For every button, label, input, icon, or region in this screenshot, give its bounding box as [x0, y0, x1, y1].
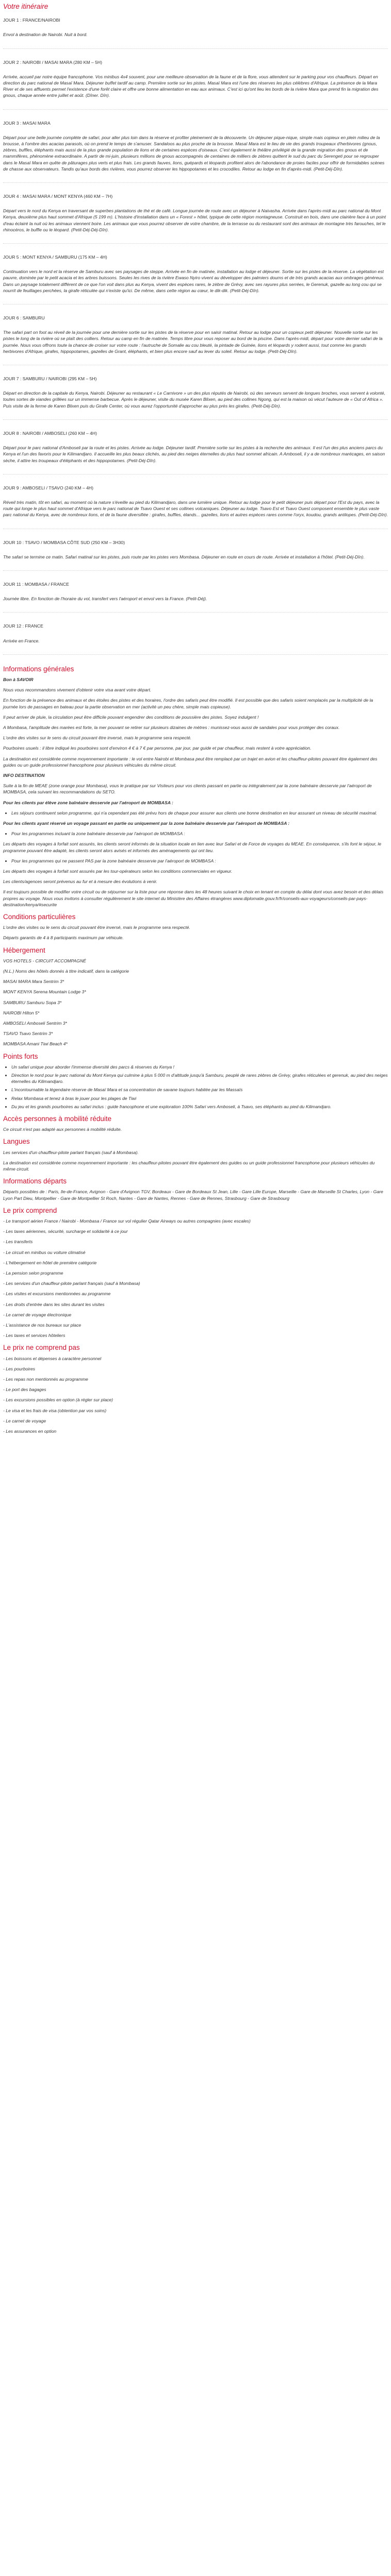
list-line: - Les pourboires [3, 1366, 36, 1371]
bullet-item: • Pour les programmes incluant la zone balnéaire desservie par l'aéroport de MOMBASA : [11, 831, 388, 837]
info-section [3, 1115, 388, 1132]
info-section [3, 1207, 388, 1339]
info-section [3, 913, 388, 941]
list-line: - L'assistance de nos bureaux sur place [3, 1323, 82, 1328]
paragraph: Départs possibles de : Paris, Ile-de-France, Avignon - Gare d'Avignon TGV, Bordeaux - Gare de Bordeaux St Jean, Lille - Gare Lille Europe, Marseille - Gare de Marseille St Charles, Lyon - Gare Lyon Part Dieu, Montpellier - Gare de Montpellier St Roch, Nantes - Gare de Nantes, Rennes - Gare de Rennes, Strasbourg - Gare de Strasbourg [3, 1189, 383, 1201]
list-line: - Le carnet de voyage [3, 1418, 46, 1423]
list-line: - La pension selon programme [3, 1270, 63, 1276]
itinerary-title: Votre itinéraire [3, 3, 48, 10]
list-line: - Les taxes et services hôteliers [3, 1333, 66, 1338]
section-heading: Points forts [3, 1052, 38, 1060]
day-heading: JOUR 1 : FRANCE/NAIROBI [3, 18, 60, 23]
section-heading: Informations départs [3, 1177, 67, 1185]
day-description: Réveil très matin, tôt en safari, au moment où la nature s'éveille au pied du Kilimandjaro, dans une lumière unique. Retour au lodge pour le petit déjeuner puis départ pour l'Est du pays, avec la route qui longe le plus haut sommet d'Afrique vers le parc national de Tsavo Ouest et ses collines volcaniques. Déjeuner au lodge. Tsavo Est et Tsavo Ouest composent ensemble le plus vaste parc national du Kenya, avec de nombreux lions, et de la faune diversifiée : girafes, buffles, élands... gazelles, lions et autres espèces rares comme l'oryx, koudou, grands antilopes. (Petit-Déj-Dîn). [3, 499, 388, 518]
list-line: TSAVO Tsavo Sentrim 3* [3, 1031, 53, 1037]
list-line: AMBOSELI Amboseli Sentrim 3* [3, 1021, 67, 1026]
paragraph: Ce circuit n'est pas adapté aux personnes à mobilité réduite. [3, 1127, 122, 1132]
list-line: (N.L.) Noms des hôtels donnés à titre indicatif, dans la catégorie [3, 968, 129, 974]
day-block [3, 120, 388, 172]
list-line: MASAI MARA Mara Sentrim 3* [3, 979, 64, 985]
paragraph: La destination est considérée comme moyennement importante : les chauffeur-pilotes pouvant être également des guides ou un guide professionnel francophone pour plusieurs véhicules du même circuit. [3, 1160, 375, 1172]
list-line: - Le carnet de voyage électronique [3, 1312, 72, 1317]
paragraph: Pour les clients par élève zone balnéaire desservie par l'aéroport de MOMBASA : [3, 800, 173, 805]
list-line: - Les droits d'entrée dans les sites durant les visites [3, 1301, 105, 1307]
list-line: - Le transport aérien France / Nairobi - Mombasa / France sur vol régulier Qatar Airways ou autres compagnies (avec escales) [3, 1218, 251, 1224]
list-line: - Les taxes aériennes, sécurité, surcharge et solidarité à ce jour [3, 1229, 128, 1234]
section-heading: Accès personnes à mobilité réduite [3, 1115, 112, 1123]
bullet-item: • Relax Mombasa et tenez à bras le jouer pour les plages de Tiwi [11, 1095, 388, 1101]
section-heading: Langues [3, 1138, 30, 1146]
info-section [3, 946, 388, 1047]
paragraph: Suite à la fin de MEAE (zone orange pour Mombasa), vous le pratique par sur Visiteurs pour vos clients passant en partie ou intégralement par la zone balnéaire desservie par l'aéroport de MOMBASA, cela suivant les recommandations du SETO. [3, 783, 372, 795]
day-description: Départ pour une belle journée complète de safari, pour aller plus loin dans la réserve et profiter pleinement de la découverte. Un déjeuner pique-nique, simple mais copieux en plein milieu de la brousse, à l'ombre des acacias parasols, où on prend le temps de s'amuser. Sandaloos au plus proche de la brousse. Masaï Mara est le lieu de vie des grands troupeaux d'herbivores (gnous, zèbres, buffles, éléphants mais aussi de la plus grande population de lions et de certaines espèces d'oiseaux. C'est également le théâtre privilégié de la grande migration des gnous et de mammifères, phénomène extraordinaire. A partir de mi-juin, plusieurs millions de gnous accompagnés de centaines de milliers de zèbres quittent le sud du parc du Serengeti pour se regrouper dans le Masaï Mara en quête de pâturages plus verts et plus frais. Les grands fauves, lions, guépards et léopards profitent alors de l'abondance de proies faciles pour offrir de formidables scènes de chasse aux observateurs. Tandis qu'aux bords des rivières, vous pourrez observer les hippopotames et les crocodiles. Retour au lodge en fin d'après-midi. (Petit-Déj-Dîn). [3, 134, 385, 172]
list-line: MOMBASA Amani Tiwi Beach 4* [3, 1041, 68, 1047]
day-description: The safari se termine ce matin. Safari matinal sur les pistes, puis route par les pistes vers Mombasa. Déjeuner en route en cours de route. Arrivée et installation à l'hôtel. (Petit-Déj-Dîn). [3, 554, 365, 560]
paragraph: A Mombasa, l'amplitude des marées est forte, la mer pouvant se retirer sur plusieurs dizaines de mètres : munissez-vous aussi de sandales pour vous protéger des coraux. [3, 724, 340, 730]
day-description: Départ pour le parc national d'Amboseli par la route et les pistes. Arrivée au lodge. Déjeuner tardif. Première sortie sur les pistes à la recherche des animaux. Il est l'un des plus anciens parcs du Kenya et l'un des favoris pour le Kilimandjaro. Il accueille les plus beaux clichés, au pied des neiges éternelles du plus haut sommet africain. A Amboseli, il y a de nombreux marécages, en saison sèche, il attire les troupeaux d'éléphants et des hippopotames. (Petit-Déj-Dîn). [3, 445, 385, 463]
paragraph: Nous vous recommandons vivement d'obtenir votre visa avant votre départ. [3, 687, 152, 693]
day-heading: JOUR 4 : MASAI MARA / MONT KENYA (460 KM – 7H) [3, 194, 113, 199]
paragraph: Pourboires usuels : il libre indiqué les pourboires sont d'environ 4 € à 7 € par personne, par jour, par guide et par chauffeur, mais restent à votre appréciation. [3, 745, 312, 751]
day-description: Journée libre. En fonction de l'horaire du vol, transfert vers l'aéroport et envol vers la France. (Petit-Déj). [3, 596, 207, 602]
info-section [3, 1138, 388, 1172]
list-line: - L'hébergement en hôtel de première catégorie [3, 1260, 97, 1265]
section-heading: Le prix comprend [3, 1206, 57, 1214]
info-section [3, 665, 388, 908]
day-divider [3, 654, 388, 655]
day-heading: JOUR 7 : SAMBURU / NAIROBI (295 KM – 5H) [3, 376, 97, 382]
list-line: - Les excursions possibles en option (à régler sur place) [3, 1397, 113, 1403]
bullet-list [3, 831, 388, 837]
list-line: - Les boissons et dépenses à caractère personnel [3, 1355, 102, 1361]
day-heading: JOUR 10 : TSAVO / MOMBASA CÔTE SUD (250 KM – 3H30) [3, 539, 125, 545]
info-section [3, 1053, 388, 1110]
paragraph: Les services d'un chauffeur-pilote parlant français (sauf à Mombasa). [3, 1149, 139, 1155]
paragraph: Il peut arriver de pluie, la circulation peut être difficile pouvant engendrer des conditions de poussière des pistes. Soyez indulgent ! [3, 714, 259, 720]
list-line: - Les assurances en option [3, 1429, 57, 1434]
bullet-item: • Du jeu et les grands pourboires au safari inclus : guide francophone et une exploration 100% Safari vers Amboseli, à Tsavo, ses éléphants au pied du Kilimandjaro. [11, 1104, 388, 1110]
info-section [3, 1177, 388, 1201]
section-heading: Le prix ne comprend pas [3, 1344, 80, 1352]
day-divider [3, 612, 388, 613]
day-divider [3, 182, 388, 183]
bullet-item: • Les séjours continuent selon programme, qui n'a cependant pas été prévu hors de chaque pour assurer aux clients une bonne destination en leur assurant un niveau de sécurité maximal. [11, 810, 388, 816]
list-line: - Le visa et les frais de visa (obtention par vos soins) [3, 1408, 107, 1413]
info-sections [3, 665, 388, 1435]
bullet-list [3, 858, 388, 864]
day-description: Continuation vers le nord et la réserve de Samburu avec ses paysages de steppe. Arrivée en fin de matinée, installation au lodge et déjeuner. Sortie sur les pistes de la réserve. La végétation est pauvre, dominée par le petit acacia et les arbres buissons. Seules les rives de la rivière Ewaso Nyiro vivent au développer des palmiers doums et de très grands acacias aux ombrages généreux. Dans un paysage totalement différent de ce que l'on voit dans plus au Kenya, vivent des espèces rares, le zèbre de Grévy, avec ses rayures plus serrées, le Gerenuk, gazelle au long cou qui se nourrit de feuillages perchées, la girafe réticulée qui n'existe qu'ici. De même, dans cette région au cœur, le dik-dik. (Petit-Déj-Dîn). [3, 269, 384, 293]
paragraph: Les départs des voyages à forfait sont assurés, les clients seront informés de la situation locale en lien avec leur Safari et de Force de voyages du MEAE. En conséquence, s'ils font le séjour, le programme pouvant être adapté, les clients seront alors avisés et informés des aménagements qui ont lieu. [3, 841, 381, 853]
subheading: INFO DESTINATION [3, 772, 45, 778]
section-heading: Conditions particulières [3, 913, 76, 921]
section-heading: Hébergement [3, 946, 45, 954]
day-block [3, 485, 388, 518]
list-line: - Le port des bagages [3, 1387, 46, 1393]
days-list [3, 17, 388, 655]
day-heading: JOUR 11 : MOMBASA / FRANCE [3, 581, 69, 587]
bullet-item: • Direction le nord pour le parc national du Mont Kenya qui culmine à plus 5 000 m d'altitude jusqu'à Samburu, peuplé de rares zèbres de Grévy, girafes réticulées et gerenuk, au pied des neiges éternelles du Kilimandjaro. [11, 1072, 388, 1084]
list-line: SAMBURU Samburu Sopa 3* [3, 999, 62, 1005]
day-block [3, 193, 388, 233]
day-divider [3, 48, 388, 49]
day-heading: JOUR 2 : NAIROBI / MASAI MARA (280 KM – 5H) [3, 59, 102, 65]
day-block [3, 623, 388, 643]
day-divider [3, 243, 388, 244]
day-description: Arrivée, accueil par notre équipe francophone. Vos minibus 4x4 souvent, pour une meilleure observation de la faune et de la flore, vous attendent sur le parking pour vos chauffeurs. Départ en direction du parc national de Masaï Mara. Déjeuner buffet tardif au camp. Première sortie sur les pistes. Masaï Mara est l'une des réserves les plus célèbres d'Afrique. La présence de la Mara River et de ses affluents permet l'existence d'une forêt claire et offre une bonne alimentation en eau aux animaux. C'est ici qu'ont lieu les bords de la rivière Mara que prend fin la migration des gnous, chaque année entre juillet et août. (Dîner. Dîn). [3, 74, 379, 98]
day-block [3, 376, 388, 409]
day-block [3, 254, 388, 294]
list-line: - Les visites et excursions mentionnées au programme [3, 1291, 111, 1297]
day-heading: JOUR 5 : MONT KENYA / SAMBURU (175 KM – 4H) [3, 255, 107, 260]
day-heading: JOUR 8 : NAIROBI / AMBOSELI (260 KM – 4H) [3, 430, 97, 436]
list-line: MONT KENYA Serena Mountain Lodge 3* [3, 989, 86, 995]
day-heading: JOUR 3 : MASAI MARA [3, 120, 51, 126]
day-heading: JOUR 9 : AMBOSELI / TSAVO (240 KM – 4H) [3, 485, 93, 490]
day-block [3, 430, 388, 464]
day-block [3, 315, 388, 354]
day-divider [3, 419, 388, 420]
day-divider [3, 109, 388, 110]
list-line: - Le circuit en minibus ou voiture climatisé [3, 1249, 86, 1255]
paragraph: Pour les clients ayant réservé un voyage passant en partie ou uniquement par la zone balnéaire desservie par l'aéroport de MOMBASA : [3, 820, 290, 826]
day-description: Départ en direction de la capitale du Kenya, Nairobi. Déjeuner au restaurant « Le Carnivore » un des plus réputés de Nairobi, où des serveurs servent de longues broches, vous servent à volonté, toutes sortes de viandes grillées sur un immense barbecue. Après le déjeuner, visite du musée Karen Blixen, au pied des collines Ngong, qui est la maison où vécut l'auteure de « Out of Africa ». Puis visite de la ferme de Karen Blixen puis du Girafe Center, où vous aurez l'opportunité d'approcher au plus près les girafes. (Petit-Déj-Dîn). [3, 391, 385, 409]
bullet-list [3, 810, 388, 816]
day-block [3, 539, 388, 560]
subheading: Bon à SAVOIR [3, 676, 34, 682]
list-line: - Les services d'un chauffeur-pilote parlant français (sauf à Mombasa) [3, 1281, 140, 1286]
bullet-item: • L'incontournable la légendaire réserve de Masaï Mara et sa concentration de savane toujours habitée par les Massaïs [11, 1087, 388, 1093]
day-heading: JOUR 12 : FRANCE [3, 623, 43, 629]
paragraph: L'ordre des visites sur le sens du circuit pouvant être inversé, mais le programme sera respecté. [3, 735, 192, 741]
paragraph: L'ordre des visites ou le sens du circuit pouvant être inversé, mais le programme sera respecté. [3, 925, 190, 930]
day-description: Envol à destination de Nairobi. Nuit à bord. [3, 32, 88, 38]
bullet-item: • Pour les programmes qui ne passent PAS par la zone balnéaire desservie par l'aéroport de MOMBASA : [11, 858, 388, 864]
day-block [3, 17, 388, 38]
day-divider [3, 570, 388, 571]
paragraph: En fonction de la présence des animaux et des étoiles des pistes et des horaires, l'ordre des safaris peut être modifié. Il est possible que des safaris soient remplacés par la multiplicité de la journée lors de passages en bateau pour la partie observation en mer (activité un peu chère, simple mais copieuse). [3, 698, 373, 709]
list-line: - Les transferts [3, 1239, 33, 1245]
day-description: Départ vers le nord du Kenya en traversant de superbes plantations de thé et de café. Longue journée de route avec un déjeuner à Naivasha. Arrivée dans l'après-midi au parc national du Mont Kenya, deuxième plus haut sommet d'Afrique (5 199 m). L'histoire d'installation dans un « Forest » hôtel, typique de cette région montagneuse. Construit en bois, dans une clairière face à un point d'eau éclairé la nuit où les animaux viennent boire. Les animaux que vous pourrez observer de votre chambre, de la terrasse ou du restaurant sont des animaux de montagne très farouches, tel le rhinocéros, le buffle ou le léopard. (Petit-Déj-Déj-Dîn). [3, 208, 386, 232]
bullet-list [3, 1064, 388, 1110]
list-line: VOS HOTELS - CIRCUIT ACCOMPAGNÉ [3, 958, 86, 963]
day-description: The safari part on foot au réveil de la journée pour une dernière sortie sur les pistes de la réserve pour en saisir matinal. Retour au lodge pour un copieux petit déjeuner. Nouvelle sortie sur les pistes le long de la rivière où se plaît des colliers. Retour au camp en fin de matinée. Temps libre pour vous reposer au bord de la piscine. Dans l'après-midi, départ pour votre dernier safari de la journée. Nous vous offrons toute la chance de croiser sur votre route : l'autruche de Somalie au cou bleuté, la pintade de Guinée, lions et léopards y rodent aussi, tout comme les grands herbivores d'Afrique, girafes, hippopotames, gazelles de Grant, éléphants, et bien plus encore sauf au lever du soleil. Retour au lodge. (Petit-Déj-Dîn). [3, 330, 383, 354]
day-block [3, 59, 388, 99]
paragraph: Il est toujours possible de modifier votre circuit ou de séjourner sur la liste pour une réponse dans les 48 heures suivant le choix en tenant en compte du délai dont vous avez besoin et des délais propres au voyage. Nous vous invitons à consulter régulièrement le site internet du Ministère des Affaires étrangères www.diplomatie.gouv.fr/fr/conseils-aux-voyageurs/conseils-par-pays-destination/kenya/#securite [3, 889, 384, 907]
paragraph: La destination est considérée comme moyennement importante : le vol entre Nairobi et Mombasa peut être remplacé par un trajet en avion et les chauffeur-pilotes pouvant être également des guides ou un guide professionnel francophone pour plusieurs véhicules du même circuit. [3, 756, 378, 768]
paragraph: Départs garantis de 4 à 8 participants maximum par véhicule. [3, 935, 124, 941]
paragraph: Les départs des voyages à forfait sont assurés par les tour-opérateurs selon les conditions commerciales en vigueur. [3, 868, 233, 874]
list-line: - Les repas non mentionnés au programme [3, 1377, 88, 1382]
day-description: Arrivée en France. [3, 638, 40, 643]
section-heading: Informations générales [3, 665, 74, 673]
paragraph: Les clients/agences seront prévenus au fur et à mesure des évolutions à venir. [3, 879, 158, 885]
day-block [3, 581, 388, 602]
bullet-item: • Un safari unique pour aborder l'immense diversité des parcs & réserves du Kenya ! [11, 1064, 388, 1070]
list-line: NAIROBI Hilton 5* [3, 1010, 40, 1015]
info-section [3, 1344, 388, 1434]
day-heading: JOUR 6 : SAMBURU [3, 315, 45, 321]
